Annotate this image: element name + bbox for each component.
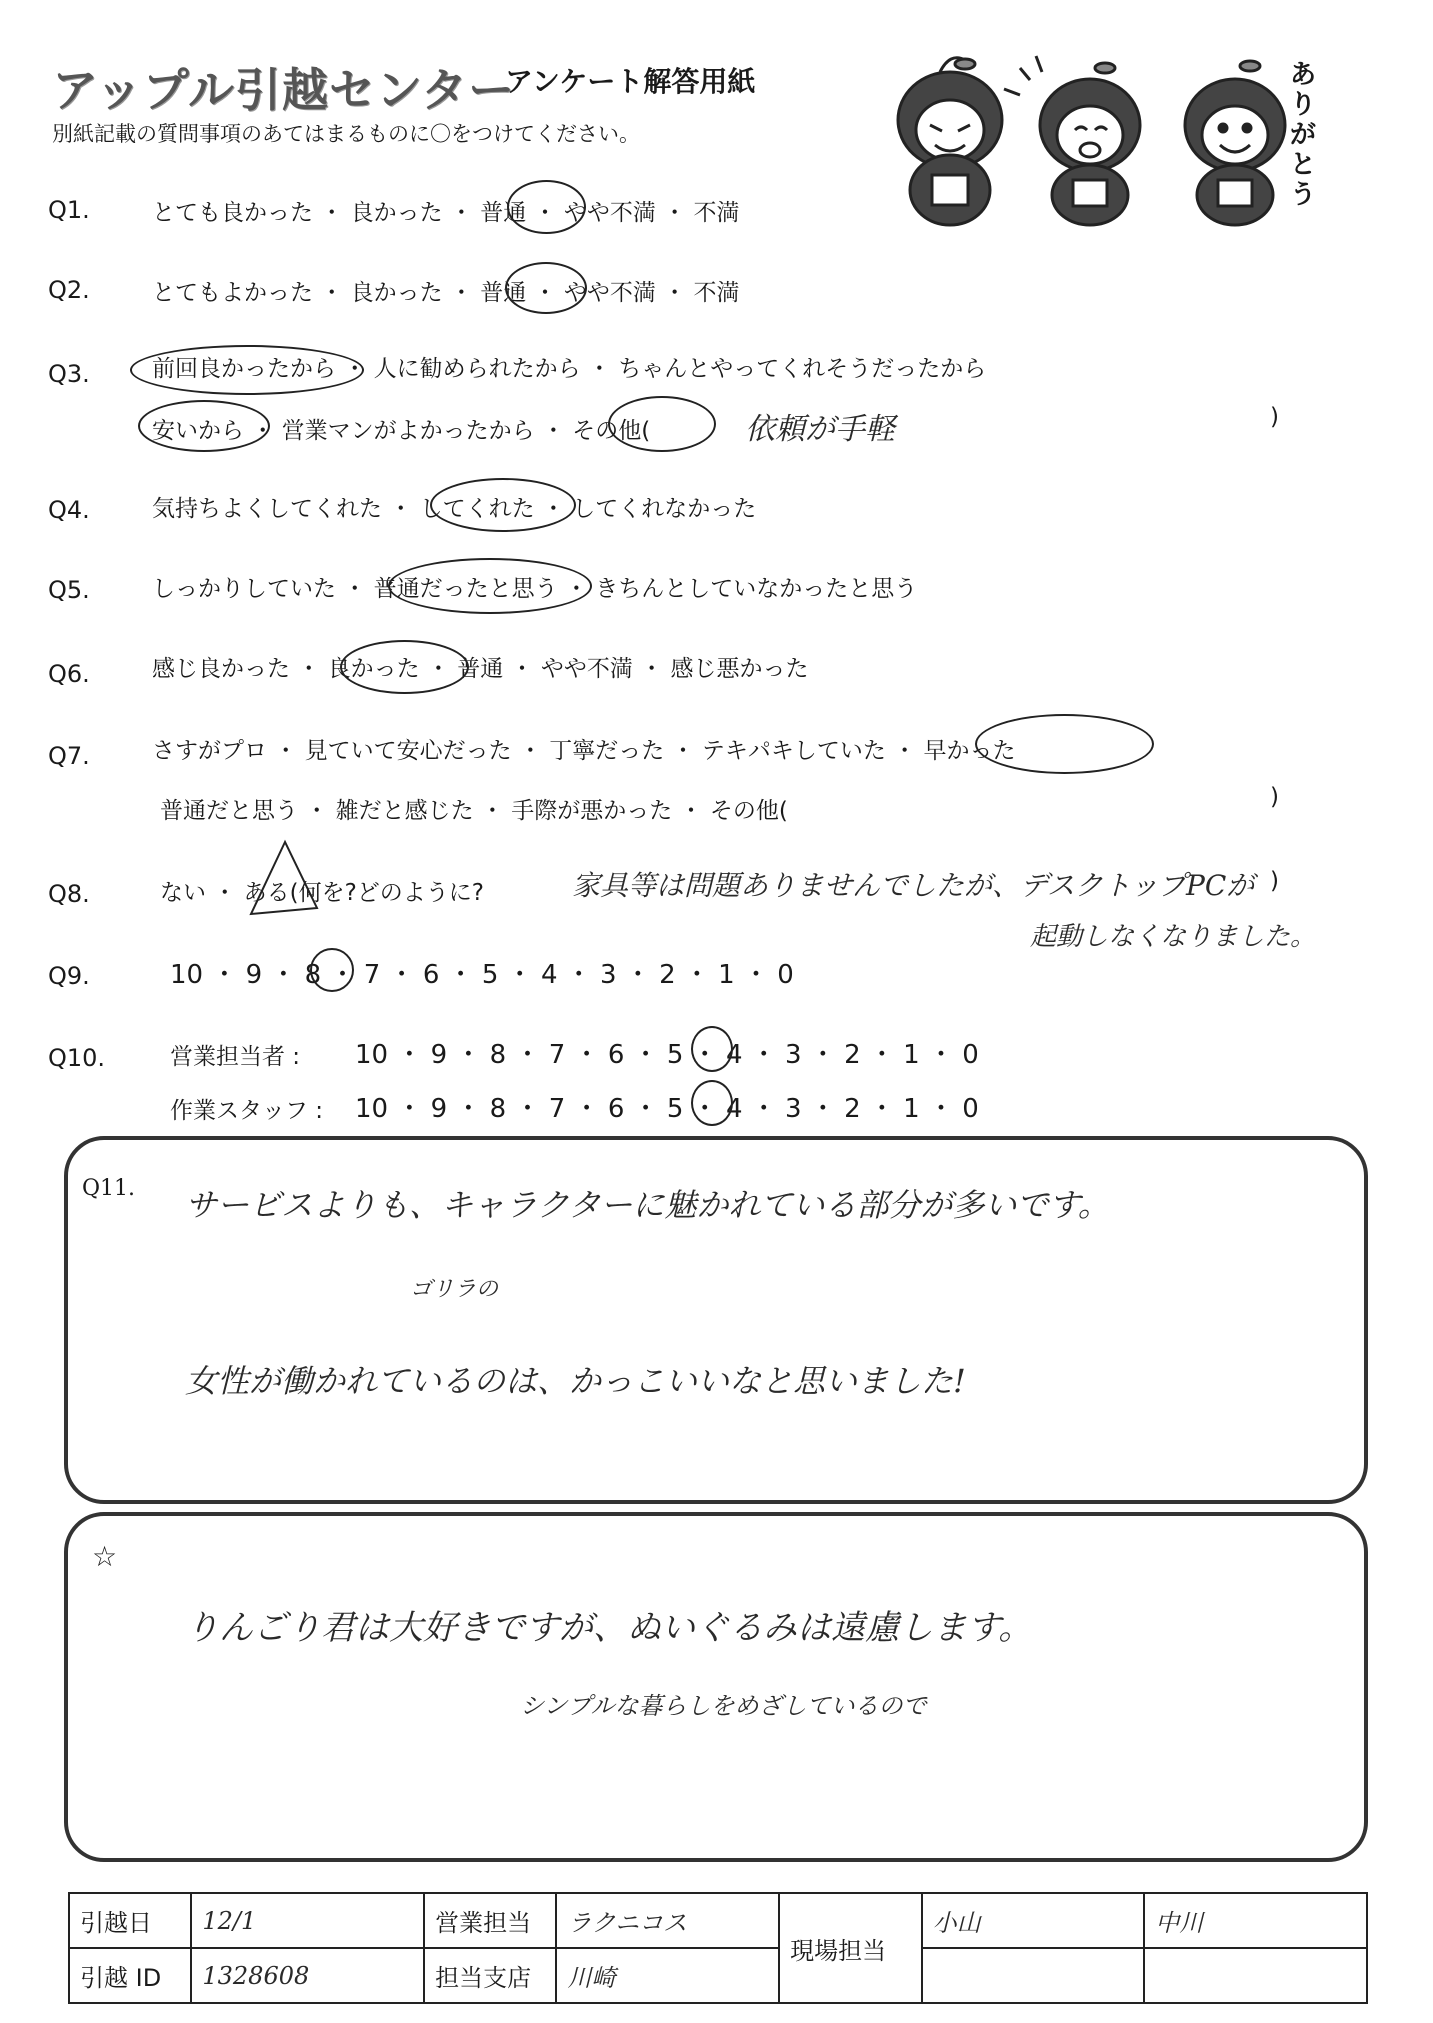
branch-label: 担当支店 [424, 1948, 556, 2003]
q9-label: Q9. [48, 962, 90, 990]
q11-label: Q11. [82, 1176, 136, 1201]
q4-label: Q4. [48, 496, 90, 524]
gorilla-mascots-icon [870, 50, 1320, 230]
q8-handwritten-line1: 家具等は問題ありませんでしたが、デスクトップPCが [572, 869, 1255, 902]
q8-answer-triangle-icon [245, 838, 320, 918]
q11-handwritten-line2: 女性が働かれているのは、かっこいいなと思いました! [185, 1362, 966, 1400]
q10-staff-answer-circle [691, 1080, 733, 1126]
q7-options-line2: 普通だと思う ・ 雑だと感じた ・ 手際が悪かった ・ その他( [160, 798, 788, 824]
move-date-label: 引越日 [69, 1893, 191, 1948]
thanks-text: ありがとう [1290, 60, 1317, 210]
star-handwritten-line2: シンプルな暮らしをめざしているので [520, 1692, 927, 1720]
q6-options: 感じ良かった ・ 良かった ・ 普通 ・ やや不満 ・ 感じ悪かった [152, 656, 809, 682]
q8-label: Q8. [48, 880, 90, 908]
q7-label: Q7. [48, 742, 90, 770]
q3-answer-circle-1 [130, 345, 364, 395]
q2-label: Q2. [48, 276, 90, 304]
footer-info-table [68, 1892, 1368, 2004]
q10-sales-scale: 10 ・ 9 ・ 8 ・ 7 ・ 6 ・ 5 ・ 4 ・ 3 ・ 2 ・ 1 ・ 0 [355, 1040, 979, 1070]
q3-answer-circle-3 [608, 396, 716, 452]
q2-answer-circle [505, 262, 587, 314]
q1-answer-circle [507, 180, 586, 234]
instruction-text: 別紙記載の質問事項のあてはまるものに〇をつけてください。 [52, 122, 640, 146]
brand-title: アップル引越センター [52, 63, 516, 117]
sales-rep-label: 営業担当 [424, 1893, 556, 1948]
branch-value: 川崎 [556, 1948, 779, 2003]
q11-handwritten-insert: ゴリラの [410, 1277, 499, 1302]
q9-scale: 10 ・ 9 ・ 8 ・ 7 ・ 6 ・ 5 ・ 4 ・ 3 ・ 2 ・ 1 ・ 0 [170, 960, 794, 990]
q5-options: しっかりしていた ・ 普通だったと思う ・ きちんとしていなかったと思う [152, 576, 918, 602]
field-staff-empty-1 [922, 1948, 1145, 2003]
field-staff-value-2: 中川 [1144, 1893, 1367, 1948]
q8-close-paren: ) [1270, 868, 1279, 894]
form-subtitle: アンケート解答用紙 [505, 65, 756, 98]
sales-rep-value: ラクニコス [556, 1893, 779, 1948]
q10-staff-scale: 10 ・ 9 ・ 8 ・ 7 ・ 6 ・ 5 ・ 4 ・ 3 ・ 2 ・ 1 ・ 0 [355, 1094, 979, 1124]
q1-options: とても良かった ・ 良かった ・ 普通 ・ やや不満 ・ 不満 [152, 200, 740, 226]
q5-label: Q5. [48, 576, 90, 604]
field-staff-empty-2 [1144, 1948, 1367, 2003]
move-id-label: 引越 ID [69, 1948, 191, 2003]
q1-label: Q1. [48, 196, 90, 224]
q11-handwritten-line1: サービスよりも、キャラクターに魅かれている部分が多いです。 [185, 1186, 1110, 1224]
q8-options: ない ・ ある(何を?どのように? [160, 880, 485, 906]
field-staff-value-1: 小山 [922, 1893, 1145, 1948]
q7-close-paren: ) [1270, 784, 1279, 810]
q10-sales-answer-circle [691, 1026, 733, 1072]
q10-sales-label: 営業担当者 : [170, 1044, 301, 1070]
q8-handwritten-line2: 起動しなくなりました。 [1030, 922, 1317, 952]
q3-label: Q3. [48, 360, 90, 388]
move-id-value: 1328608 [191, 1948, 424, 2003]
q10-label: Q10. [48, 1044, 106, 1072]
q3-close-paren: ) [1270, 404, 1279, 430]
field-staff-label: 現場担当 [779, 1893, 921, 2003]
q3-answer-circle-2 [138, 400, 270, 452]
q3-options-line2: 安いから ・ 営業マンがよかったから ・ その他( [152, 418, 651, 444]
q6-answer-circle [340, 640, 469, 694]
q10-staff-label: 作業スタッフ : [170, 1098, 324, 1124]
q5-answer-circle [388, 558, 592, 614]
q6-label: Q6. [48, 660, 90, 688]
q4-options: 気持ちよくしてくれた ・ してくれた ・ してくれなかった [152, 496, 757, 522]
q9-answer-circle [310, 948, 354, 992]
q3-options-line1: 前回良かったから ・ 人に勧められたから ・ ちゃんとやってくれそうだったから [152, 356, 987, 382]
q2-options: とてもよかった ・ 良かった ・ 普通 ・ やや不満 ・ 不満 [152, 280, 740, 306]
q7-options-line1: さすがプロ ・ 見ていて安心だった ・ 丁寧だった ・ テキパキしていた ・ 早かった [152, 738, 1016, 764]
q4-answer-circle [430, 478, 576, 532]
move-date-value: 12/1 [191, 1893, 424, 1948]
q3-handwritten-answer: 依頼が手軽 [745, 412, 895, 447]
star-icon: ☆ [92, 1540, 118, 1573]
star-handwritten-line1: りんごり君は大好きですが、ぬいぐるみは遠慮します。 [185, 1608, 1033, 1648]
q7-answer-circle [975, 714, 1154, 774]
